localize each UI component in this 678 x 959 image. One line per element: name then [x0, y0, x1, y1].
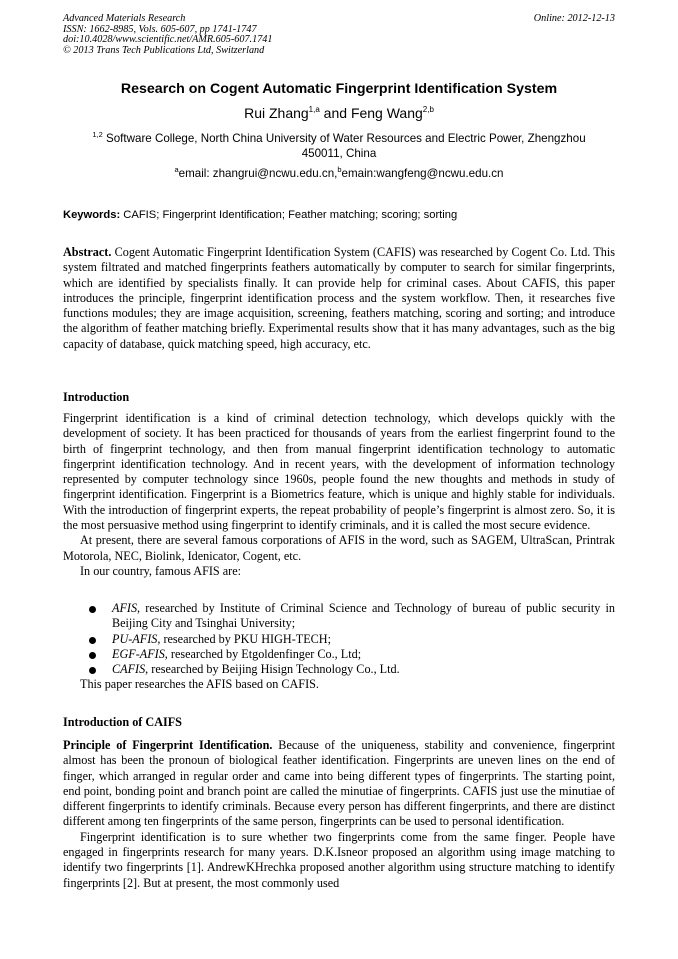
paper-title: Research on Cogent Automatic Fingerprint Identification System	[120, 81, 558, 97]
list-item	[63, 662, 615, 677]
affiliation	[63, 131, 615, 161]
email-text: email: zhangrui@ncwu.edu.cn,	[178, 167, 338, 180]
list-item-name: AFIS	[112, 601, 138, 615]
subsection-label: Principle of Fingerprint Identification.	[63, 738, 273, 752]
journal-header	[63, 14, 615, 56]
list-item-name: PU-AFIS	[112, 631, 158, 646]
paragraph-text: Because of the uniqueness, stability and convenience, fingerprint almost has been the pronoun of biological feather identification. Fingerprints are uneven lines on the end of finger, which arranged in regular order and came into being different types of fingerprints. The starting point, end point, bonding point and branch point are called the minutiae of fingerprints. CAFIS just use the minutiae of different fingerprints to identify criminals. Because every person has different fingerprints, and there are distinct different among ten fingerprints of the same person, fingerprints can be used to personal identification.	[63, 738, 615, 829]
author-name: Feng Wang	[350, 105, 423, 121]
paragraph: At present, there are several famous corporations of AFIS in the word, such as SAGEM, UltraScan, Printrak Motorola, NEC, Biolink, Idenicator, Cogent, etc.	[63, 533, 615, 563]
online-date: Online: 2012-12-13	[533, 13, 615, 24]
keywords-text: CAFIS; Fingerprint Identification; Feather matching; scoring; sorting	[120, 209, 458, 221]
list-item	[63, 601, 615, 632]
abstract	[63, 245, 615, 352]
journal-name: Advanced Materials Research	[63, 13, 186, 24]
affiliation-line: Software College, North China University of Water Resources and Electric Power, Zhengzhou	[102, 132, 586, 145]
author-name: Rui Zhang	[244, 105, 309, 121]
bullet-icon	[89, 652, 96, 659]
introduction-body	[63, 411, 615, 579]
journal-copyright: © 2013 Trans Tech Publications Ltd, Switzerland	[63, 44, 265, 56]
paragraph: Fingerprint identification is a kind of criminal detection technology, which develops quickly with the development of society. It has been practiced for thousands of years from the earliest fingerprint found to the birth of fingerprint technology, and then from manual fingerprint identification technology to automatic fingerprint identification technology. And in recent years, with the development of information technology represented by computer technology since 1960s, people found the new thoughts and methods in study of fingerprint identification. Fingerprint is a Biometrics feature, which is unique and highly stable for individuals. With the introduction of fingerprint experts, the repeat probability of people’s fingerprint is almost zero. So, it is the most persuasive method using fingerprint to identify criminals, and it is called the most secure evidence.	[63, 411, 615, 533]
section-heading-caifs: Introduction of CAIFS	[63, 715, 182, 729]
list-item-name: CAFIS	[112, 662, 146, 677]
paragraph	[63, 738, 615, 830]
bullet-icon	[89, 637, 96, 644]
abstract-text: Cogent Automatic Fingerprint Identification System (CAFIS) was researched by Cogent Co. Ltd. This system filtrated and matched fingerprints feathers automatically by computer to search for similar fingerprints, which are identified by specialists finally. It can provide help for criminal cases. About CAFIS, this paper introduces the principle, fingerprint identification process and the system workflow. Then, it researches five functions modules; they are image acquisition, screening, feathers matching, scoring and sorting; and introduce the algorithm of feather matching briefly. Experimental results show that it has many advantages, such as the big capacity of database, quick matching speed, high accuracy, etc.	[63, 245, 615, 351]
list-item	[63, 632, 615, 647]
email-superscript: a	[174, 165, 179, 174]
author-superscript: 2,b	[422, 105, 434, 114]
section-heading-introduction: Introduction	[63, 390, 130, 404]
paragraph: In our country, famous AFIS are:	[80, 563, 242, 578]
email-superscript: b	[337, 165, 342, 174]
author-line	[40, 103, 638, 123]
caifs-body	[63, 738, 615, 891]
bullet-icon	[89, 667, 96, 674]
author-superscript: 1,a	[308, 105, 320, 114]
journal-issn: ISSN: 1662-8985, Vols. 605-607, pp 1741-1747	[63, 23, 257, 35]
list-item-text: , researched by Institute of Criminal Science and Technology of bureau of public security in Beijing City and Tsinghai University;	[112, 601, 615, 631]
keywords-label: Keywords:	[63, 209, 121, 221]
paragraph: This paper researches the AFIS based on CAFIS.	[80, 677, 319, 692]
list-item-text: , researched by Etgoldenfinger Co., Ltd;	[164, 646, 362, 661]
affiliation-line: 450011, China	[301, 147, 377, 160]
journal-doi: doi:10.4028/www.scientific.net/AMR.605-607.1741	[63, 34, 273, 46]
afis-list	[63, 601, 615, 693]
list-item-text: , researched by Beijing Hisign Technology Co., Ltd.	[145, 662, 400, 677]
list-item-text: , researched by PKU HIGH-TECH;	[157, 631, 331, 646]
email-line	[63, 166, 615, 181]
email-text: emain:wangfeng@ncwu.edu.cn	[341, 167, 504, 180]
keywords	[63, 208, 615, 223]
affiliation-superscript: 1,2	[92, 130, 103, 139]
list-item-name: EGF-AFIS	[112, 646, 165, 661]
author-conjunction: and	[319, 105, 351, 121]
abstract-label: Abstract.	[63, 245, 112, 259]
paragraph: Fingerprint identification is to sure whether two fingerprints come from the same finger. People have engaged in fingerprints research for many years. D.K.Isneor proposed an algorithm using image matching to identify two fingerprints [1]. AndrewKHrechka proposed another algorithm using structure matching to identify fingerprints [2]. But at present, the most commonly used	[63, 829, 615, 890]
bullet-icon	[89, 606, 96, 613]
list-item	[63, 647, 615, 662]
